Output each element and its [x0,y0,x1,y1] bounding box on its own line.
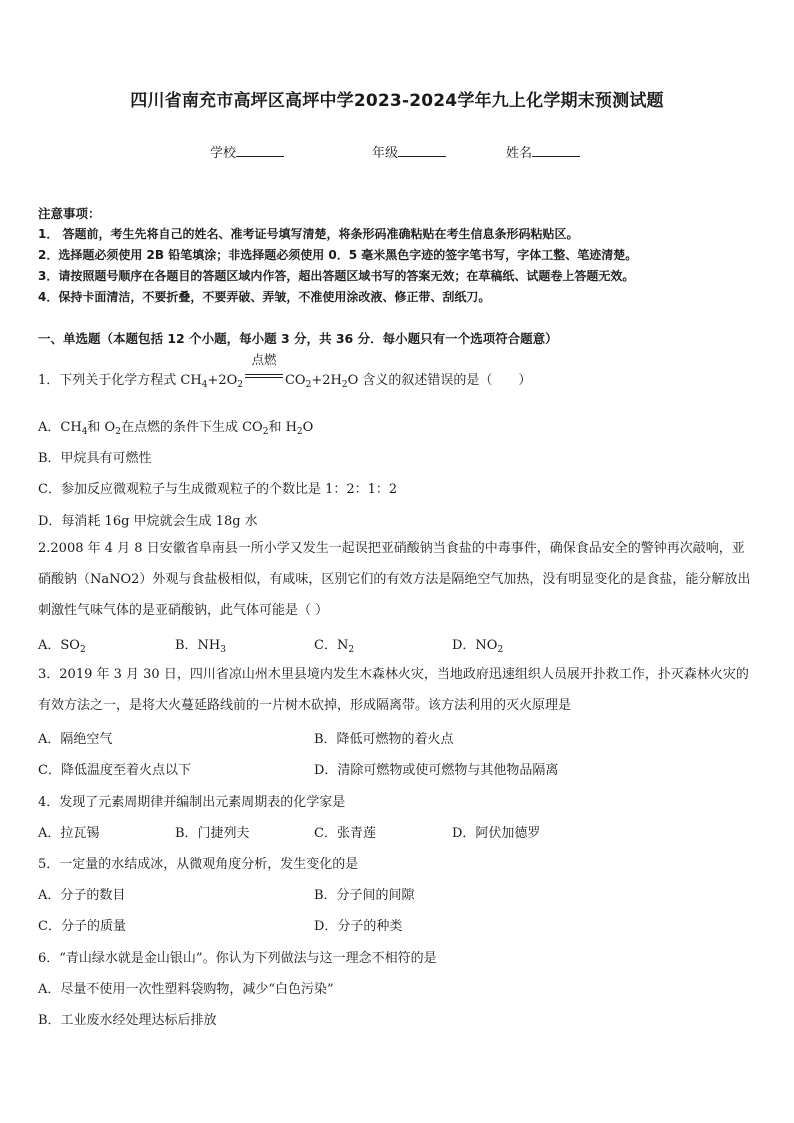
option-d: D．分子的种类 [314,919,403,934]
name-field [506,142,580,161]
page-title: 四川省南充市高坪区高坪中学2023-2024学年九上化学期末预测试题 [130,91,664,111]
name-blank [532,144,580,157]
option-c: C．参加反应微观粒子与生成微观粒子的个数比是 1：2：1：2 [38,482,398,497]
option-c: C．$N_2$ [314,638,355,655]
question-5-stem: 5．一定量的水结成冰，从微观角度分析，发生变化的是 [38,857,359,872]
option-b: B．甲烷具有可燃性 [38,451,152,466]
note-item: 3．请按照题号顺序在各题目的答题区域内作答，超出答题区域书写的答案无效；在草稿纸、试题卷上答题无效。 [38,269,635,283]
option-b: B．门捷列夫 [175,826,250,841]
option-a: A．拉瓦锡 [38,826,100,841]
option-b: B．工业废水经处理达标后排放 [38,1013,217,1028]
school-field [210,142,284,161]
option-a: A．分子的数目 [38,888,126,903]
grade-label: 年级 [372,146,399,161]
school-label: 学校 [210,146,237,161]
note-item: 1． 答题前，考生先将自己的姓名、准考证号填写清楚，将条形码准确粘贴在考生信息条形码粘贴区。 [38,227,579,241]
option-a: A．尽量不使用一次性塑料袋购物，减少“白色污染” [38,982,334,997]
reaction-condition: 点燃 [251,352,277,367]
option-d: D．清除可燃物或使可燃物与其他物品隔离 [314,763,559,778]
option-d: D．阿伏加德罗 [452,826,541,841]
notes-heading: 注意事项： [38,206,101,221]
option-b: B．$NH_3$ [175,638,226,655]
question-6-stem: 6．“青山绿水就是金山银山”。你认为下列做法与这一理念不相符的是 [38,951,437,966]
option-c: C．张青莲 [314,826,376,841]
option-d: D．$NO_2$ [452,638,504,655]
note-item: 4．保持卡面清洁，不要折叠，不要弄破、弄皱，不准使用涂改液、修正带、刮纸刀。 [38,290,491,304]
option-a: A．隔绝空气 [38,732,113,747]
name-label: 姓名 [506,146,533,161]
option-c: C．降低温度至着火点以下 [38,763,191,778]
school-blank [236,144,284,157]
grade-blank [398,144,446,157]
option-c: C．分子的质量 [38,919,126,934]
section-heading: 一、单选题（本题包括 12 个小题，每小题 3 分，共 36 分．每小题只有一个选项符合题意） [38,331,558,346]
option-a: A．$SO_2$ [38,638,86,655]
question-3-stem: 3．2019 年 3 月 30 日，四川省凉山州木里县境内发生木森林火灾，当地政府迅速组织人员展开扑救工作，扑灭森林火灾的有效方法之一，是将大火蔓延路线前的一片树木砍掉，形成隔离带。该方法利用的灭火原理是 [38,667,749,713]
option-d: D．每消耗 16g 甲烷就会生成 18g 水 [38,514,258,529]
question-1-stem: 1．下列关于化学方程式 $CH_4+2O_2$ 点燃 $CO_2+2H_2O$ 含义的叙述错误的是（ ） [38,352,532,390]
grade-field [372,142,446,161]
option-b: B．降低可燃物的着火点 [314,732,454,747]
question-4-stem: 4．发现了元素周期律并编制出元素周期表的化学家是 [38,795,346,810]
question-2-stem: 2.2008 年 4 月 8 日安徽省阜南县一所小学又发生一起误把亚硝酸钠当食盐的中毒事件，确保食品安全的警钟再次敲响，亚硝酸钠（NaNO2）外观与食盐极相似，有咸味，区别它们的有效方法是隔绝空气加热，没有明显变化的是食盐，能分解放出刺激性气味气体的是亚硝酸钠，此气体可能是（ ） [38,541,751,618]
note-item: 2．选择题必须使用 2B 铅笔填涂；非选择题必须使用 0．5 毫米黑色字迹的签字笔书写，字体工整、笔迹清楚。 [38,248,638,262]
reaction-arrow [245,352,283,384]
option-b: B．分子间的间隙 [314,888,415,903]
option-a: A．$CH_4$和 $O_2$在点燃的条件下生成 $CO_2$和 $H_2O$ [38,420,314,437]
